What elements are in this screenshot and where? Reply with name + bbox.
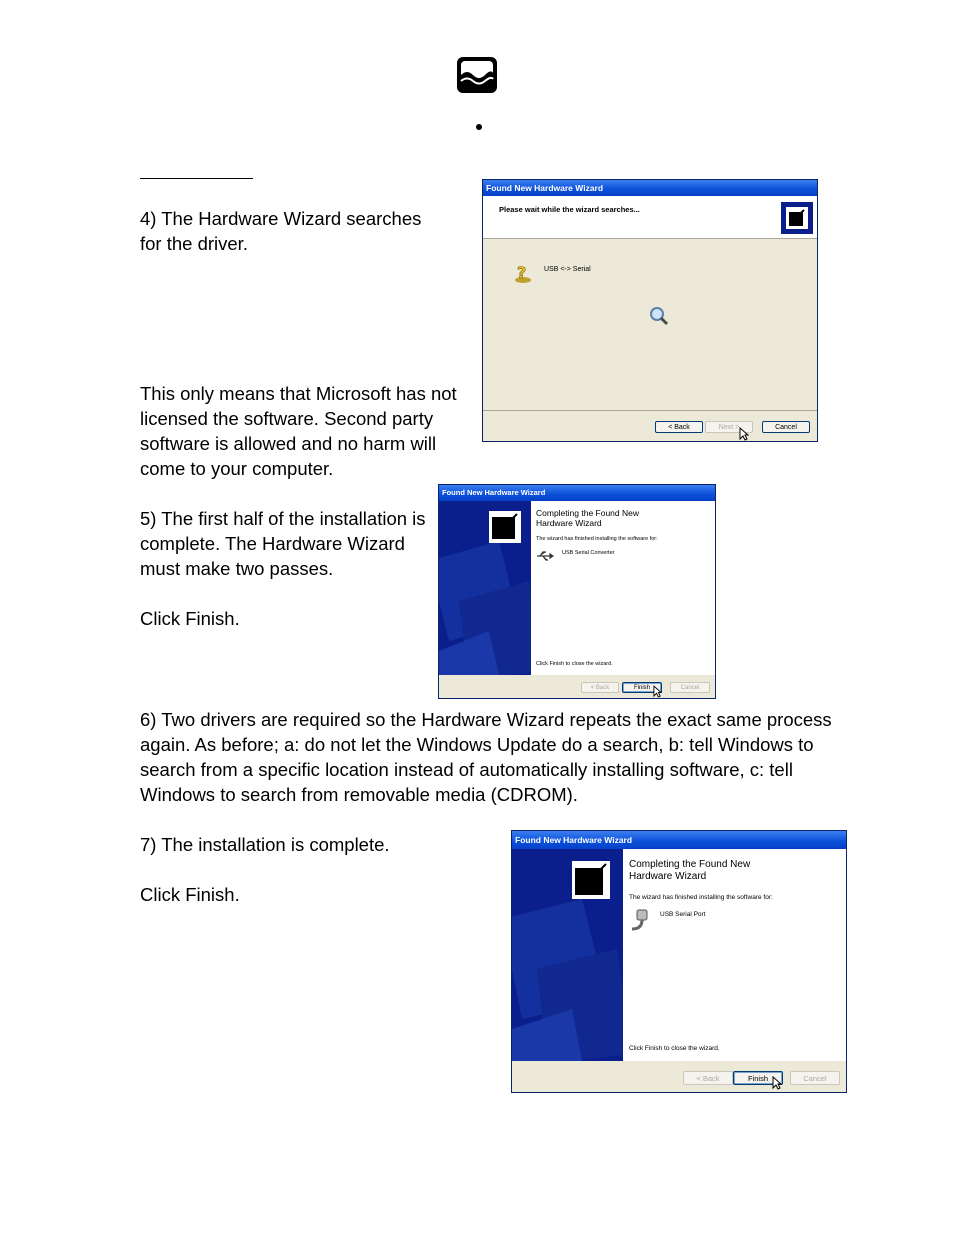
cancel-button[interactable]: Cancel [762, 421, 810, 433]
company-logo [457, 57, 497, 93]
back-button[interactable]: < Back [581, 682, 619, 693]
svg-text:?: ? [517, 263, 527, 282]
step6-line1: 6) Two drivers are required so the Hardware Wizard repeats the exact same process [140, 709, 832, 730]
section-rule [140, 178, 253, 179]
finish-button[interactable]: Finish [622, 682, 662, 693]
step6-line2: again. As before; a: do not let the Windows Update do a search, b: tell Windows to [140, 734, 814, 755]
footer-text: Click Finish to close the wizard. [629, 1045, 720, 1052]
step5-line1: 5) The first half of the installation is [140, 508, 426, 529]
heading-line2: Hardware Wizard [536, 518, 602, 528]
wave-logo-icon [459, 59, 495, 91]
step5-line3: must make two passes. [140, 558, 334, 579]
next-button[interactable]: Next > [705, 421, 753, 433]
usb-icon [536, 551, 554, 561]
finished-text: The wizard has finished installing the software for: [536, 536, 658, 542]
completion-heading [536, 508, 639, 528]
note-line1: This only means that Microsoft has not [140, 383, 457, 404]
note-line2: licensed the software. Second party [140, 408, 434, 429]
back-button[interactable]: < Back [683, 1071, 733, 1085]
hardware-wizard-icon [781, 202, 813, 234]
wizard-content [623, 849, 846, 1061]
searching-magnifier-icon [649, 306, 669, 326]
footer-text: Click Finish to close the wizard. [536, 661, 613, 667]
dialog-titlebar: Found New Hardware Wizard [512, 831, 846, 849]
device-name: USB Serial Converter [562, 550, 615, 556]
step5-line2: complete. The Hardware Wizard [140, 533, 405, 554]
heading-line1: Completing the Found New [536, 508, 640, 518]
wizard-side-panel [439, 501, 531, 675]
device-name: USB Serial Port [660, 911, 706, 918]
step5-wizard-dialog [438, 484, 716, 699]
step7-text [140, 832, 470, 907]
dialog-titlebar: Found New Hardware Wizard [439, 485, 715, 501]
bullet [476, 124, 482, 130]
step7-click-finish: Click Finish. [140, 884, 240, 905]
step4-text [140, 206, 460, 256]
mouse-cursor-icon [739, 427, 749, 441]
wizard-content [531, 501, 715, 675]
step5-click-finish: Click Finish. [140, 608, 240, 629]
dialog-header [483, 196, 817, 239]
serial-port-icon [629, 909, 651, 933]
step5-text [140, 506, 440, 631]
completion-heading [629, 859, 750, 883]
back-button[interactable]: < Back [655, 421, 703, 433]
step7-wizard-dialog [511, 830, 847, 1093]
wizard-side-panel [512, 849, 623, 1061]
dialog-separator [483, 410, 817, 411]
step6-text [140, 707, 840, 807]
note-line4: come to your computer. [140, 458, 334, 479]
note-text [140, 381, 470, 481]
device-name: USB <-> Serial [544, 266, 591, 273]
step4-line2: for the driver. [140, 233, 248, 254]
step6-line4: Windows to search from removable media (CDROM). [140, 784, 578, 805]
dialog-header-text: Please wait while the wizard searches... [499, 205, 640, 214]
step7-line1: 7) The installation is complete. [140, 834, 390, 855]
note-line3: software is allowed and no harm will [140, 433, 437, 454]
finish-button[interactable]: Finish [733, 1071, 783, 1085]
question-device-icon [513, 262, 533, 284]
cancel-button[interactable]: Cancel [790, 1071, 840, 1085]
mouse-cursor-icon [653, 685, 662, 698]
mouse-cursor-icon [772, 1076, 782, 1090]
step4-line1: 4) The Hardware Wizard searches [140, 208, 422, 229]
cancel-button[interactable]: Cancel [670, 682, 710, 693]
finished-text: The wizard has finished installing the software for: [629, 894, 773, 901]
heading-line1: Completing the Found New [629, 859, 751, 870]
dialog-titlebar: Found New Hardware Wizard [483, 180, 817, 196]
heading-line2: Hardware Wizard [629, 871, 707, 882]
step6-line3: search from a specific location instead of automatically installing software, c: tell [140, 759, 793, 780]
step4-wizard-dialog [482, 179, 818, 442]
